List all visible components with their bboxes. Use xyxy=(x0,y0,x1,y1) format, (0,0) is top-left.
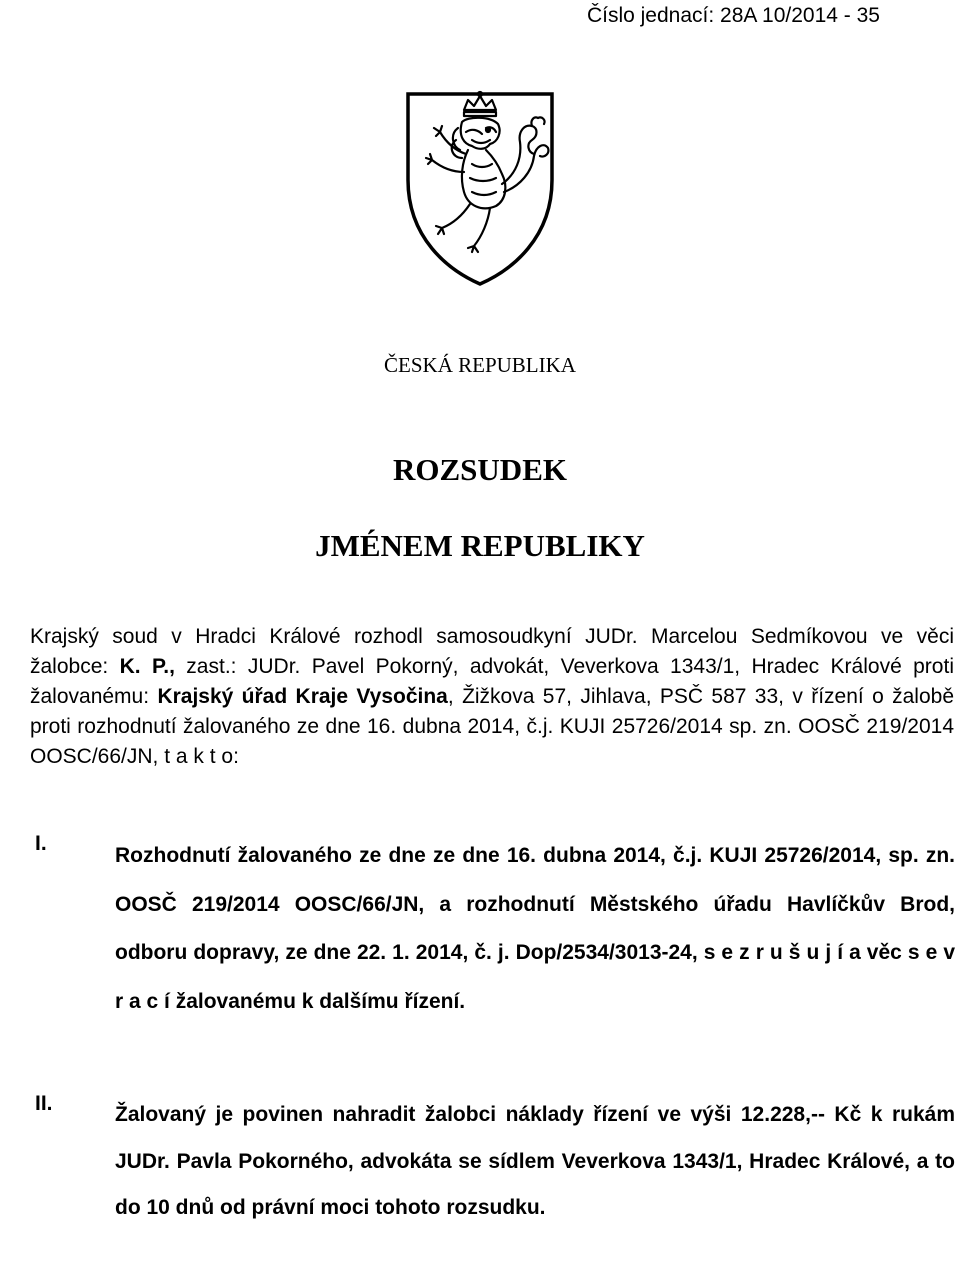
verdict-item xyxy=(35,1092,955,1232)
plaintiff-name: K. P., xyxy=(119,655,175,678)
case-number: Číslo jednací: 28A 10/2014 - 35 xyxy=(586,4,880,27)
verdict-item-text: Rozhodnutí žalovaného ze dne ze dne 16. dubna 2014, č.j. KUJI 25726/2014, sp. zn. OOSČ 219/2014 OOSC/66/JN, a rozhodnutí Městského úřadu Havlíčkův Brod, odboru dopravy, ze dne 22. 1. 2014, č. j. Dop/2534/3013-24, s e z r u š u j í a věc s e v r a c í žalovanému k dalšímu řízení. xyxy=(115,844,955,1013)
verdict-item-text: Žalovaný je povinen nahradit žalobci náklady řízení ve výši 12.228,-- Kč k rukám JUDr. Pavla Pokorného, advokáta se sídlem Veverkova 1343/1, Hradec Králové, a to do 10 dnů od právní moci tohoto rozsudku. xyxy=(115,1103,955,1219)
verdict-item xyxy=(35,832,955,1026)
intro-text-part1: Krajský soud v Hradci Králové rozhodl samosoudkyní JUDr. Marcelou Sedmíkovou ve věci žalobce: xyxy=(30,625,954,678)
intro-paragraph xyxy=(30,622,954,772)
in-name-heading: JMÉNEM REPUBLIKY xyxy=(315,528,645,563)
czech-coat-of-arms-icon xyxy=(402,88,558,288)
verdict-item-number: I. xyxy=(35,832,47,855)
intro-text-part2: zast.: JUDr. Pavel Pokorný, advokát, Veverkova 1343/1, Hradec Králové proti žalovanému: xyxy=(30,655,954,708)
intro-text-part3: , Žižkova 57, Jihlava, PSČ 587 33, v řízení o žalobě proti rozhodnutí žalovaného ze dne 16. dubna 2014, č.j. KUJI 25726/2014 sp. zn. OOSČ 219/2014 OOSC/66/JN, t a k t o: xyxy=(30,685,955,768)
verdict-item-number: II. xyxy=(35,1092,53,1115)
defendant-name: Krajský úřad Kraje Vysočina xyxy=(157,685,448,708)
verdict-title: ROZSUDEK xyxy=(393,452,567,487)
country-heading: ČESKÁ REPUBLIKA xyxy=(384,353,576,377)
